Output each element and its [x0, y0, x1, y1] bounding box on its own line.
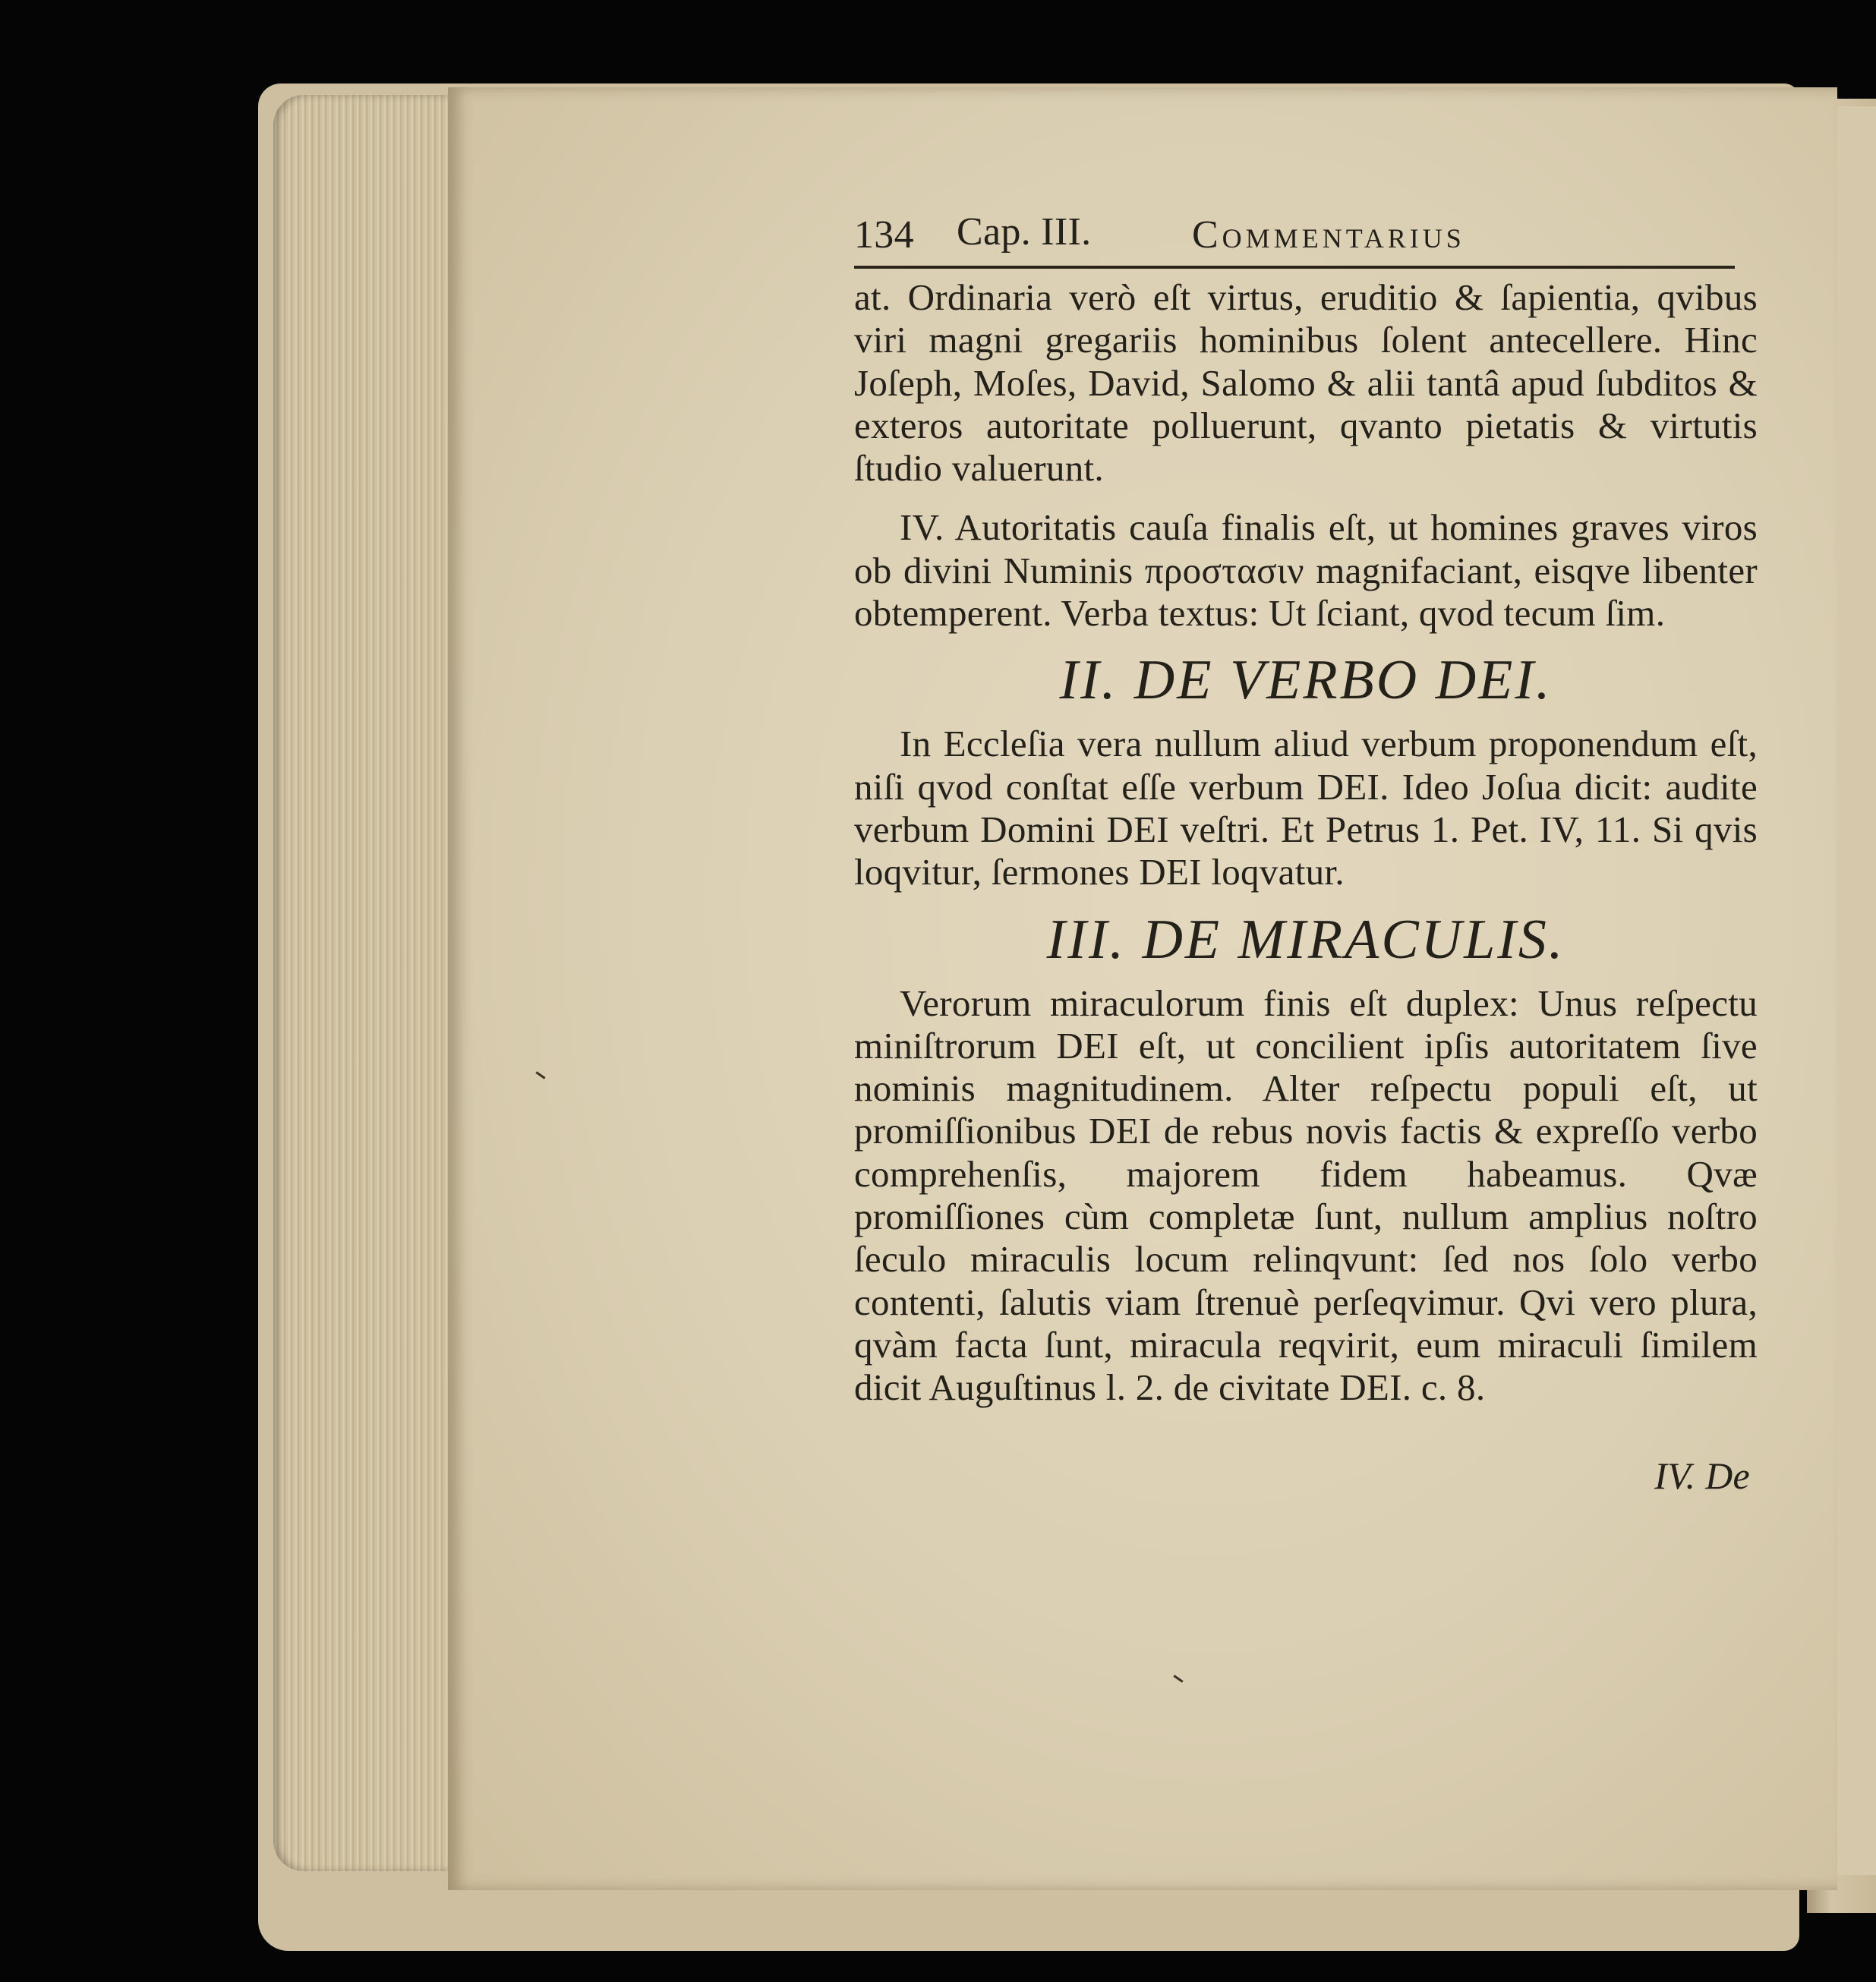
paragraph-ordinaria: at. Ordinaria verò eſt virtus, eruditio & ſapientia, qvibus viri magni gregariis hominibus ſolent antecellere. Hinc Joſeph, Moſes, David, Salomo & alii tantâ apud ſubditos & exteros autoritate polluerunt, qvanto pietatis & virtutis ſtudio valuerunt.: [854, 276, 1758, 490]
paragraph-miracula: Verorum miraculorum finis eſt duplex: Unus reſpectu miniſtrorum DEI eſt, ut concilient ipſis autoritatem ſive nominis magnitudinem. Alter reſpectu populi eſt, ut promiſſionibus DEI de rebus novis factis & expreſſo verbo comprehenſis, majorem fidem habeamus. Qvæ promiſſiones cùm completæ ſunt, nullum amplius noſtro ſeculo miraculis locum relinqvunt: ſed nos ſolo verbo contenti, ſalutis viam ſtrenuè perſeqvimur. Qvi vero plura, qvàm facta ſunt, miracula reqvirit, eum miraculi ſimilem dicit Auguſtinus l. 2. de civitate DEI. c. 8.: [854, 982, 1758, 1409]
catchword: IV. De: [1654, 1454, 1750, 1497]
heading-de-miraculis: III. DE MIRACULIS.: [1046, 908, 1565, 971]
facing-page-edge: [1837, 106, 1876, 1875]
page-text-block: [854, 203, 1758, 1498]
header-rule: [854, 266, 1735, 269]
heading-de-verbo-dei: II. DE VERBO DEI.: [1059, 649, 1553, 712]
running-title: Commentarius: [1192, 213, 1465, 257]
page-edges: [273, 95, 456, 1871]
paragraph-verbum-dei: In Eccleſia vera nullum aliud verbum proponendum eſt, niſi qvod conſtat eſſe verbum DEI. Ideo Joſua dicit: audite verbum Domini DEI veſtri. Et Petrus 1. Pet. IV, 11. Si qvis loqvitur, ſermones DEI loqvatur.: [854, 723, 1758, 893]
running-head: [854, 203, 1758, 264]
page-number: 134: [854, 213, 914, 257]
paragraph-causa-finalis: IV. Autoritatis cauſa finalis eſt, ut homines graves viros ob divini Numinis προστασιν magnifaciant, eisqve libenter obtemperent. Verba textus: Ut ſciant, qvod tecum ſim.: [854, 506, 1758, 635]
chapter-label: Cap. III.: [957, 210, 1092, 254]
